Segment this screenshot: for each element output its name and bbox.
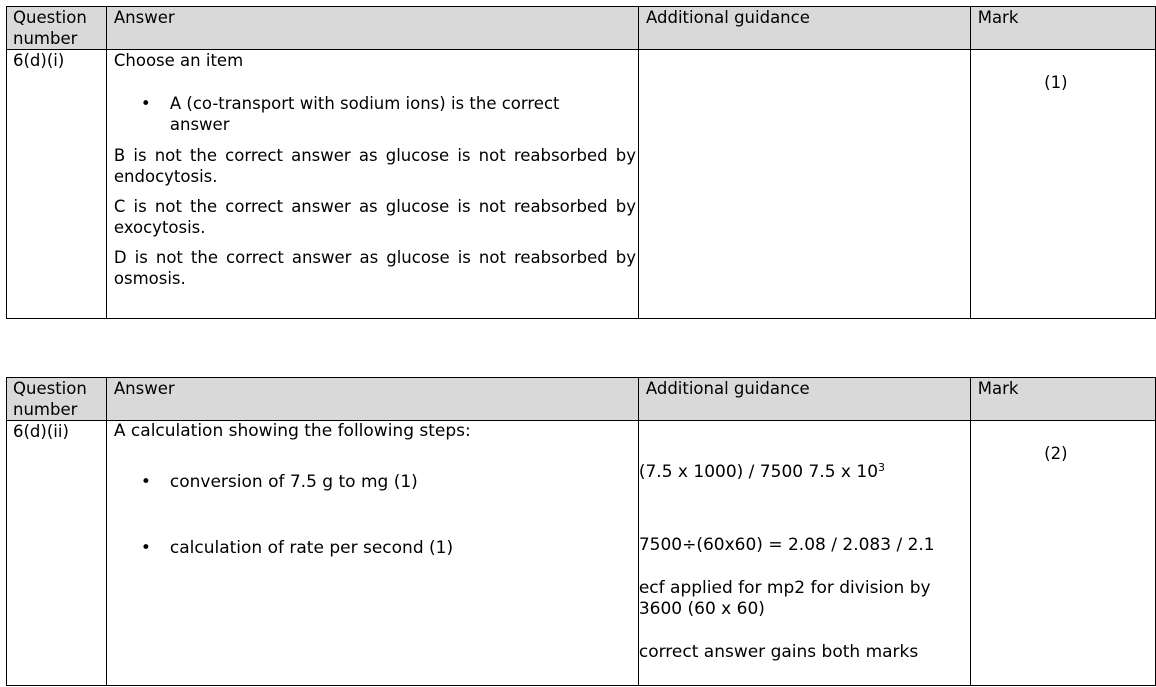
answer-option-b: B is not the correct answer as glucose is not reabsorbed by endocytosis. — [113, 146, 636, 186]
mark-scheme-table-6dii — [6, 377, 1156, 686]
mark-cell — [970, 50, 1155, 319]
answer-row — [7, 421, 1156, 686]
mark-scheme-table-6di — [6, 6, 1156, 319]
mark-header: Mark — [970, 378, 1155, 421]
guidance-rate: 7500÷(60x60) = 2.08 / 2.083 / 2.1 — [638, 535, 935, 555]
additional-guidance-header: Additional guidance — [638, 378, 970, 421]
mark-cell — [970, 421, 1155, 686]
answer-intro: Choose an item — [113, 51, 244, 70]
mark-value: (1) — [1044, 73, 1068, 92]
bullet-icon: • — [140, 472, 151, 492]
list-item: • conversion of 7.5 g to mg (1) — [140, 472, 418, 492]
guidance-conversion: (7.5 x 1000) / 7500 7.5 x $10^3$ — [638, 461, 886, 482]
answer-intro: A calculation showing the following steps: — [113, 421, 471, 441]
additional-guidance-cell — [638, 421, 970, 686]
question-number-header: Question number — [7, 7, 107, 50]
guidance-ecf: ecf applied for mp2 for division by 3600 (60 x 60) — [638, 578, 931, 619]
answer-bullets — [114, 93, 638, 135]
mark-value: (2) — [1044, 444, 1068, 463]
answer-row — [7, 50, 1156, 319]
question-number-header: Question number — [7, 378, 107, 421]
guidance-full-marks: correct answer gains both marks — [638, 642, 919, 662]
header-row — [7, 7, 1156, 50]
bullet-icon: • — [140, 538, 151, 558]
question-number: 6(d)(ii) — [7, 421, 107, 686]
answer-bullets — [114, 472, 638, 559]
answer-cell — [106, 50, 638, 319]
header-row — [7, 378, 1156, 421]
additional-guidance-header: Additional guidance — [639, 7, 971, 50]
list-item: • calculation of rate per second (1) — [140, 538, 454, 558]
question-number: 6(d)(i) — [7, 50, 107, 319]
additional-guidance-cell — [639, 50, 971, 319]
exponent: 3 — [878, 461, 886, 474]
mark-header: Mark — [970, 7, 1155, 50]
list-item: • A (co-transport with sodium ions) is the correct answer — [140, 94, 560, 134]
answer-option-c: C is not the correct answer as glucose is not reabsorbed by exocytosis. — [113, 197, 636, 237]
answer-header: Answer — [106, 7, 638, 50]
answer-header: Answer — [106, 378, 638, 421]
bullet-icon: • — [140, 94, 151, 113]
answer-option-d: D is not the correct answer as glucose is not reabsorbed by osmosis. — [113, 248, 636, 288]
answer-cell — [106, 421, 638, 686]
